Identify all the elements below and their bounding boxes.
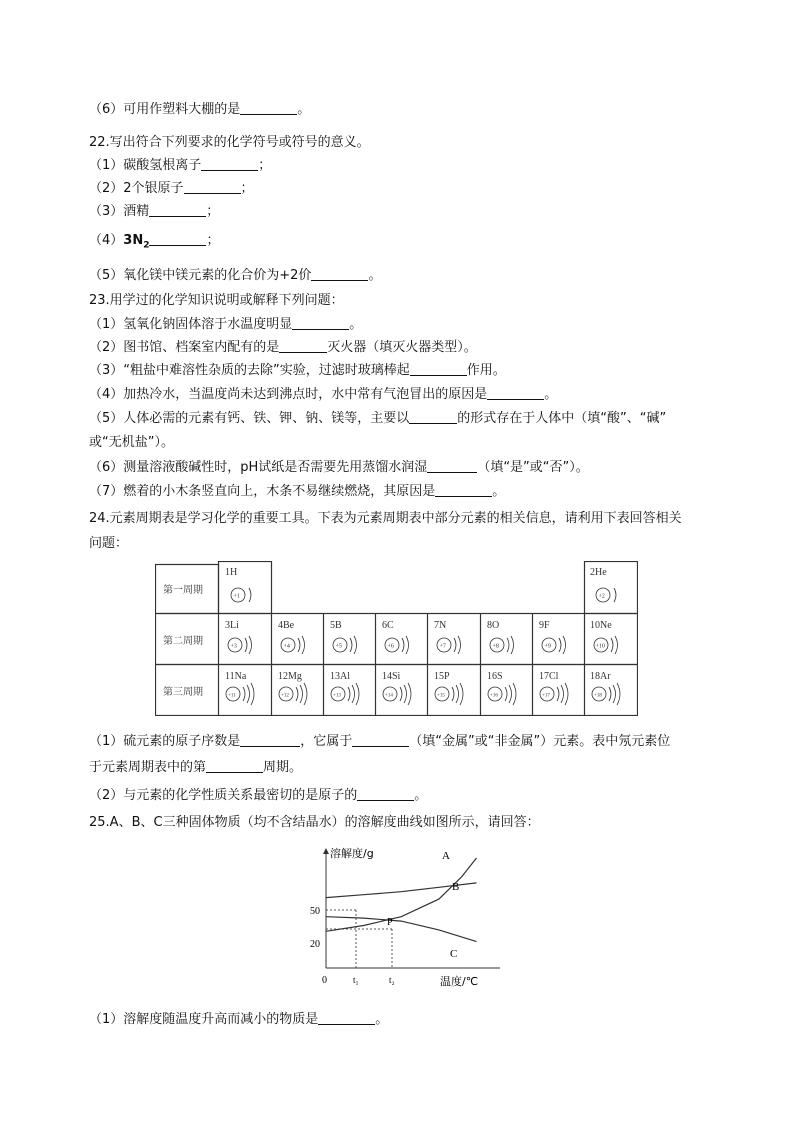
origin-label: 0: [322, 975, 327, 986]
answer-blank[interactable]: [427, 459, 477, 473]
atom-diagram: [594, 636, 618, 654]
answer-blank[interactable]: [201, 157, 258, 171]
q23-item-5: （5）人体必需的元素有钙、铁、钾、钠、镁等，主要以 的形式存在于人体中（填“酸”、“碱”: [89, 411, 667, 426]
q23-item-1: （1）氢氧化钠固体溶于水温度明显 。: [89, 317, 363, 332]
atom-diagram: [383, 683, 411, 705]
y-tick-label: 50: [310, 906, 320, 917]
element-label: 7N: [434, 620, 447, 631]
q23-item-4: （4）加热冷水，当温度尚未达到沸点时，水中常有气泡冒出的原因是 。: [89, 387, 558, 402]
q22-item-5: （5）氧化镁中镁元素的化合价为+2价 。: [89, 268, 382, 283]
series-label-C: C: [450, 948, 458, 960]
y-axis-label: 溶解度/g: [330, 847, 374, 860]
q23-title: 23.用学过的化学知识说明或解释下列问题：: [89, 293, 344, 308]
element-label: 5B: [330, 620, 342, 631]
svg-text:+2: +2: [598, 593, 605, 600]
q24-question-2: （2）与元素的化学性质关系最密切的是原子的 。: [89, 788, 428, 803]
svg-text:+5: +5: [335, 643, 342, 650]
element-label: 13Al: [330, 671, 350, 682]
answer-blank[interactable]: [410, 362, 467, 376]
svg-text:+3: +3: [230, 643, 237, 650]
element-label: 6C: [382, 620, 394, 631]
q24-question-1a: （1）硫元素的原子序数是 ，它属于 （填“金属”或“非金属”）元素。表中氖元素位: [89, 734, 671, 749]
svg-text:+13: +13: [333, 693, 341, 699]
q23-item-7: （7）燃着的小木条竖直向上，木条不易继续燃烧，其原因是 。: [89, 484, 506, 499]
atom-diagram: [279, 683, 307, 705]
element-label: 12Mg: [278, 671, 302, 682]
answer-blank[interactable]: [184, 180, 241, 194]
period-label-3: 第三周期: [163, 687, 203, 698]
element-label: 14Si: [382, 671, 401, 682]
element-label: 1H: [225, 567, 238, 578]
svg-text:+7: +7: [439, 643, 446, 650]
period-labels: [163, 583, 203, 698]
answer-blank[interactable]: [292, 316, 349, 330]
element-label: 3Li: [225, 620, 239, 631]
element-label: 16S: [487, 671, 503, 682]
atom-diagram: [281, 636, 305, 654]
period-label-1: 第一周期: [163, 585, 203, 596]
svg-text:+12: +12: [281, 693, 289, 699]
q22-item-1: （1）碳酸氢根离子 ；: [89, 158, 272, 173]
atom-diagram: [540, 683, 568, 705]
element-label: 8O: [487, 620, 500, 631]
q25-question-1: （1）溶解度随温度升高而减小的物质是 。: [89, 1012, 389, 1027]
element-label: 11Na: [225, 671, 247, 682]
intersection-label: P: [387, 917, 393, 928]
q22-item-2: （2）2个银原子 ；: [89, 181, 254, 196]
svg-text:+11: +11: [228, 693, 236, 699]
svg-text:+1: +1: [233, 593, 240, 600]
q24-title-line2: 问题：: [89, 536, 129, 551]
atom-diagram: [333, 636, 357, 654]
atom-diagram: [542, 636, 566, 654]
answer-blank[interactable]: [409, 410, 457, 424]
atom-diagram: [490, 636, 514, 654]
q24-title-line1: 24.元素周期表是学习化学的重要工具。下表为元素周期表中部分元素的相关信息，请利用下表回答相关: [89, 511, 682, 526]
q22-title: 22.写出符合下列要求的化学符号或符号的意义。: [89, 135, 370, 150]
atom-diagram: [592, 683, 620, 705]
element-label: 4Be: [278, 620, 295, 631]
element-label: 2He: [590, 567, 607, 578]
svg-text:+6: +6: [387, 643, 394, 650]
q23-item-2: （2）图书馆、档案室内配有的是 灭火器（填灭火器类型）。: [89, 340, 477, 355]
element-label: 15P: [434, 671, 450, 682]
svg-text:+4: +4: [283, 643, 290, 650]
element-label: 10Ne: [590, 620, 612, 631]
svg-text:+8: +8: [492, 643, 499, 650]
answer-blank[interactable]: [279, 339, 327, 353]
answer-blank[interactable]: [149, 203, 206, 217]
answer-blank[interactable]: [487, 386, 544, 400]
atom-diagram: [385, 636, 409, 654]
periodic-table: [155, 561, 638, 716]
series-line-A: [326, 858, 477, 931]
series-line-C: [326, 917, 477, 942]
q21-6: （6）可用作塑料大棚的是 。: [89, 102, 311, 117]
y-tick-label: 20: [310, 939, 320, 950]
atom-diagram: [435, 683, 463, 705]
svg-text:+10: +10: [595, 643, 605, 650]
answer-blank[interactable]: [352, 733, 409, 747]
answer-blank[interactable]: [149, 232, 206, 246]
x-tick-label: t₂: [389, 975, 395, 985]
svg-text:+14: +14: [385, 693, 393, 699]
series-label-A: A: [442, 850, 450, 862]
q23-item-6: （6）测量溶液酸碱性时，pH试纸是否需要先用蒸馏水润湿 （填“是”或“否”）。: [89, 460, 589, 475]
q25-title: 25.A、B、C三种固体物质（均不含结晶水）的溶解度曲线如图所示，请回答：: [89, 815, 540, 830]
atom-diagram: [228, 636, 252, 654]
x-tick-label: t₁: [353, 975, 359, 985]
atom-diagram: [331, 683, 359, 705]
answer-blank[interactable]: [240, 733, 300, 747]
element-label: 9F: [539, 620, 550, 631]
q24-question-1b: 于元素周期表中的第 周期。: [89, 760, 303, 775]
atom-diagram: [596, 588, 616, 602]
atom-diagram: [231, 588, 251, 602]
svg-text:+18: +18: [594, 693, 602, 699]
element-label: 17Cl: [539, 671, 559, 682]
atom-diagram: [488, 683, 516, 705]
atom-diagram: [226, 683, 254, 705]
svg-text:+15: +15: [437, 693, 445, 699]
svg-text:+9: +9: [544, 643, 551, 650]
answer-blank[interactable]: [206, 759, 263, 773]
q23-item-3: （3）“粗盐中难溶性杂质的去除”实验，过滤时玻璃棒起 作用。: [89, 363, 506, 378]
series-label-B: B: [452, 881, 460, 893]
svg-text:+16: +16: [490, 693, 498, 699]
svg-text:+17: +17: [542, 693, 550, 699]
answer-blank[interactable]: [435, 483, 492, 497]
atom-diagram: [437, 636, 461, 654]
answer-blank[interactable]: [240, 101, 297, 115]
period-label-2: 第二周期: [163, 636, 203, 647]
answer-blank[interactable]: [318, 1011, 375, 1025]
q22-item-4: $(4)3N_2$ ；: [89, 233, 220, 251]
answer-blank[interactable]: [311, 267, 368, 281]
x-axis-label: 温度/℃: [440, 975, 479, 988]
answer-blank[interactable]: [357, 787, 414, 801]
q23-item-5-cont: 或“无机盐”）。: [89, 435, 174, 450]
solubility-chart: [300, 843, 505, 990]
element-label: 18Ar: [590, 671, 611, 682]
q22-item-3: （3）酒精 ；: [89, 204, 220, 219]
